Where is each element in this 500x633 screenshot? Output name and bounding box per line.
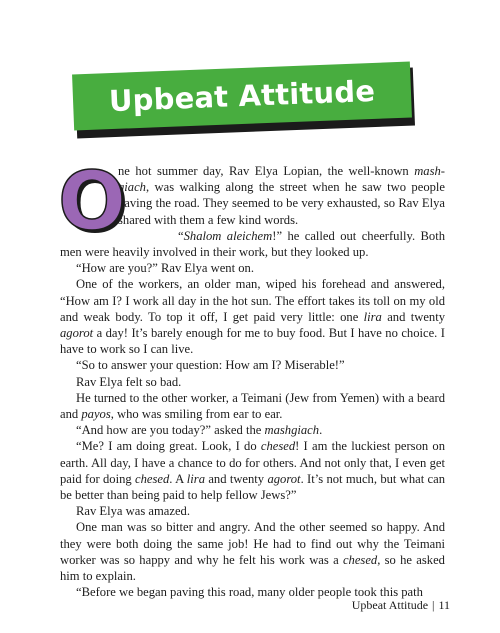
paragraph-5: “So to answer your question: How am I? Miserable!” xyxy=(76,358,345,373)
drop-cap: O xyxy=(58,155,127,248)
paragraph-3: “How are you?” Rav Elya went on. xyxy=(76,261,254,276)
page-footer xyxy=(352,598,450,613)
paragraph-11: One man was so bitter and angry. And the other seemed so happy. And they were both doing the same job! He had to find out why the Teimani worker was so happy and why he felt his work was a chesed, so he asked him to explain. xyxy=(60,520,445,584)
page-number: 11 xyxy=(438,598,450,612)
paragraph-10: Rav Elya was amazed. xyxy=(76,504,190,519)
paragraph-6: Rav Elya felt so bad. xyxy=(76,374,182,389)
title-banner xyxy=(73,68,418,134)
paragraph-12: “Before we began paving this road, many older people took this path xyxy=(76,585,423,600)
paragraph-9: “Me? I am doing great. Look, I do chesed! I am the luckiest person on earth. All day, I have a chance to do for others. And not only that, I even get paid for doing chesed. A lira and twenty agorot. It’s not much, but what can be better than being paid to help fellow Jews?” xyxy=(60,439,446,503)
page-title: Upbeat Attitude xyxy=(108,73,376,119)
footer-section-title: Upbeat Attitude xyxy=(351,598,429,612)
paragraph-7: He turned to the other worker, a Teimani (Jew from Yemen) with a beard and payos, who was smiling from ear to ear. xyxy=(60,390,445,422)
story-body xyxy=(58,155,446,600)
footer-separator: | xyxy=(432,598,435,612)
paragraph-1: O ne hot summer day, Rav Elya Lopian, the well-known mash-giach, was walking along the street when he saw two people paving the road. They seemed to be very exhausted, so Rav Elya shared with them a few kind words. xyxy=(58,155,445,248)
paragraph-8: “And how are you today?” asked the mashgiach. xyxy=(76,423,323,438)
drop-cap-box xyxy=(58,155,127,248)
paragraph-4: One of the workers, an older man, wiped his forehead and answered, “How am I? I work all day in the hot sun. The effort takes its toll on my old and weak body. To top it off, I get paid very little: one lira and twenty agorot a day! It’s barely enough for me to buy food. But I have no choice. I have to work so I can live. xyxy=(60,277,445,357)
paragraph-2: “Shalom aleichem!” he called out cheerfully. Both men were heavily involved in their work, but they looked up. xyxy=(60,228,446,260)
